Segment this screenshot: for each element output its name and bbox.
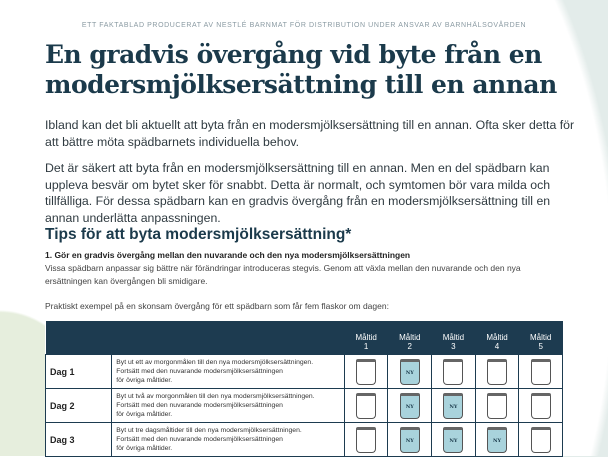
meal-label: Måltid xyxy=(486,333,508,342)
instruction-line: Fortsätt med den nuvarande modersmjölksersättningen xyxy=(116,368,283,375)
table-row xyxy=(46,355,563,389)
new-label: NY xyxy=(492,437,502,444)
day-instructions xyxy=(112,389,345,423)
meal-label: Måltid xyxy=(529,333,552,342)
new-label: NY xyxy=(405,437,414,444)
instruction-line: för övriga måltider. xyxy=(116,445,173,452)
meal-header xyxy=(432,321,476,355)
meal-header xyxy=(388,321,432,355)
day-instructions xyxy=(112,423,345,457)
day-label: Dag 1 xyxy=(46,355,112,389)
bottle-icon xyxy=(531,427,551,453)
day-instructions xyxy=(112,355,345,389)
bottle-icon xyxy=(356,393,376,419)
table-header xyxy=(46,321,563,355)
instruction-line: Byt ut ett av morgonmålen till den nya modersmjölksersättningen. xyxy=(116,359,314,366)
new-bottle-icon xyxy=(487,427,507,453)
meal-number: 3 xyxy=(451,342,456,351)
new-bottle-icon xyxy=(443,393,463,419)
bottle-icon xyxy=(531,359,551,385)
instruction-line: för övriga måltider. xyxy=(116,377,173,384)
intro-paragraph-2: Det är säkert att byta från en modersmjölksersättning till en annan. Men en del spädbarn kan uppleva besvär om bytet sker för snabbt. Detta är normalt, och symtomen bör vara milda och tillfälliga. För dessa spädbarn kan en gradvis övergång från en modersmjölksersättning till en annan underlätta anpassningen. xyxy=(45,161,551,225)
instruction-line: Fortsätt med den nuvarande modersmjölksersättningen xyxy=(116,436,283,443)
bottle-icon xyxy=(443,359,463,385)
bottle-icon xyxy=(356,427,376,453)
instruction-line: för övriga måltider. xyxy=(116,411,173,418)
bottle-icon xyxy=(487,359,507,385)
meal-number: 2 xyxy=(407,342,412,351)
meal-label: Måltid xyxy=(399,333,421,342)
day-label: Dag 2 xyxy=(46,389,112,423)
day-label: Dag 3 xyxy=(46,423,112,457)
bottle-icon xyxy=(356,359,376,385)
new-bottle-icon xyxy=(443,427,463,453)
new-label: NY xyxy=(449,403,458,410)
instruction-line: Byt ut tre dagsmåltider till den nya modersmjölksersättningen. xyxy=(116,427,302,434)
meal-header xyxy=(475,321,519,355)
meal-number: 4 xyxy=(494,342,500,351)
meal-number: 5 xyxy=(538,342,543,351)
new-label: NY xyxy=(405,369,414,376)
transition-table xyxy=(45,321,563,457)
meal-header xyxy=(519,321,563,355)
new-bottle-icon xyxy=(400,359,420,385)
bottle-icon xyxy=(531,393,551,419)
bottle-icon xyxy=(487,393,507,419)
header-note: ETT FAKTABLAD PRODUCERAT AV NESTLÉ BARNMAT FÖR DISTRIBUTION UNDER ANSVAR AV BARNHÄLSOVÅRDEN xyxy=(81,22,527,29)
new-label: NY xyxy=(449,437,458,444)
table-row xyxy=(46,423,563,457)
example-intro: Praktiskt exempel på en skonsam övergång för ett spädbarn som får fem flaskor om dagen: xyxy=(45,301,389,311)
table-row xyxy=(46,389,563,423)
tips-heading: Tips för att byta modersmjölksersättning* xyxy=(45,226,352,243)
meal-label: Måltid xyxy=(442,333,465,342)
instruction-line: Fortsätt med den nuvarande modersmjölksersättningen xyxy=(116,402,283,409)
meal-label: Måltid xyxy=(355,333,377,342)
meal-number: 1 xyxy=(363,342,369,351)
new-bottle-icon xyxy=(400,427,420,453)
meal-header xyxy=(344,321,388,355)
page-title: En gradvis övergång vid byte från en modersmjölksersättning till en annan xyxy=(45,40,557,99)
instruction-line: Byt ut två av morgonmålen till den nya modersmjölksersättningen. xyxy=(116,393,315,400)
intro-paragraph-1: Ibland kan det bli aktuellt att byta från en modersmjölksersättning till en annan. Ofta sker detta för att bättre möta spädbarnets individuella behov. xyxy=(45,118,575,149)
new-label: NY xyxy=(405,403,414,410)
tip-1-text: Vissa spädbarn anpassar sig bättre när förändringar introduceras stegvis. Genom att växla mellan den nuvarande och den nya ersättningen kan övergången bli smidigare. xyxy=(45,263,521,286)
new-bottle-icon xyxy=(400,393,420,419)
tip-1-title: 1. Gör en gradvis övergång mellan den nuvarande och den nya modersmjölksersättningen xyxy=(45,250,411,260)
